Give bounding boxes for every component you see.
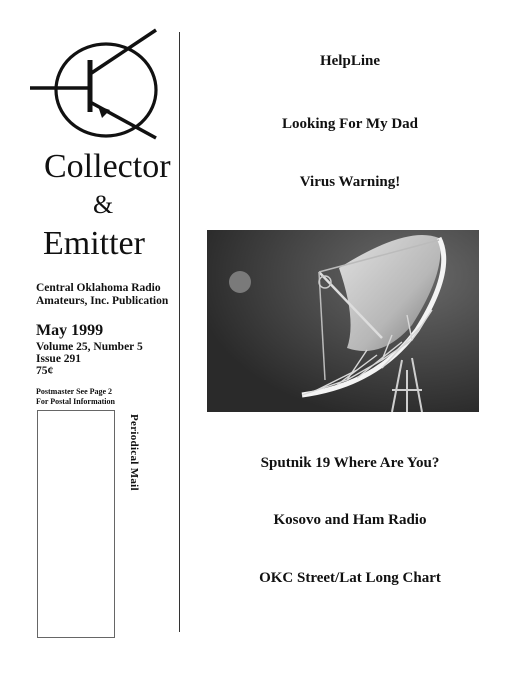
headline-virus-warning: Virus Warning! xyxy=(299,174,401,190)
postmaster-line-1: Postmaster See Page 2 xyxy=(36,387,113,396)
headline-looking-for-dad: Looking For My Dad xyxy=(282,116,418,132)
headline-sputnik: Sputnik 19 Where Are You? xyxy=(260,455,440,471)
column-divider xyxy=(179,32,180,632)
issue-price: 75¢ xyxy=(36,365,54,377)
masthead-ampersand: & xyxy=(93,190,114,219)
headline-helpline: HelpLine xyxy=(319,53,380,69)
postmaster-line-2: For Postal Information xyxy=(36,397,115,406)
satellite-dish-photo xyxy=(207,230,479,412)
headline-kosovo: Kosovo and Ham Radio xyxy=(273,512,427,528)
publisher-block xyxy=(36,282,176,308)
issue-date: May 1999 xyxy=(36,322,104,339)
headline-okc-chart: OKC Street/Lat Long Chart xyxy=(259,570,441,586)
mailing-label-box xyxy=(37,410,115,638)
publisher-line-2: Amateurs, Inc. Publication xyxy=(36,295,169,307)
transistor-logo-icon xyxy=(28,28,160,143)
issue-volume: Volume 25, Number 5 xyxy=(36,341,143,353)
publisher-line-1: Central Oklahoma Radio xyxy=(36,282,161,294)
postmaster-note xyxy=(36,387,166,407)
masthead-collector: Collector xyxy=(44,148,171,185)
masthead-emitter: Emitter xyxy=(43,225,145,262)
periodical-mail-label: Periodical Mail xyxy=(128,414,140,491)
issue-number: Issue 291 xyxy=(36,353,82,365)
